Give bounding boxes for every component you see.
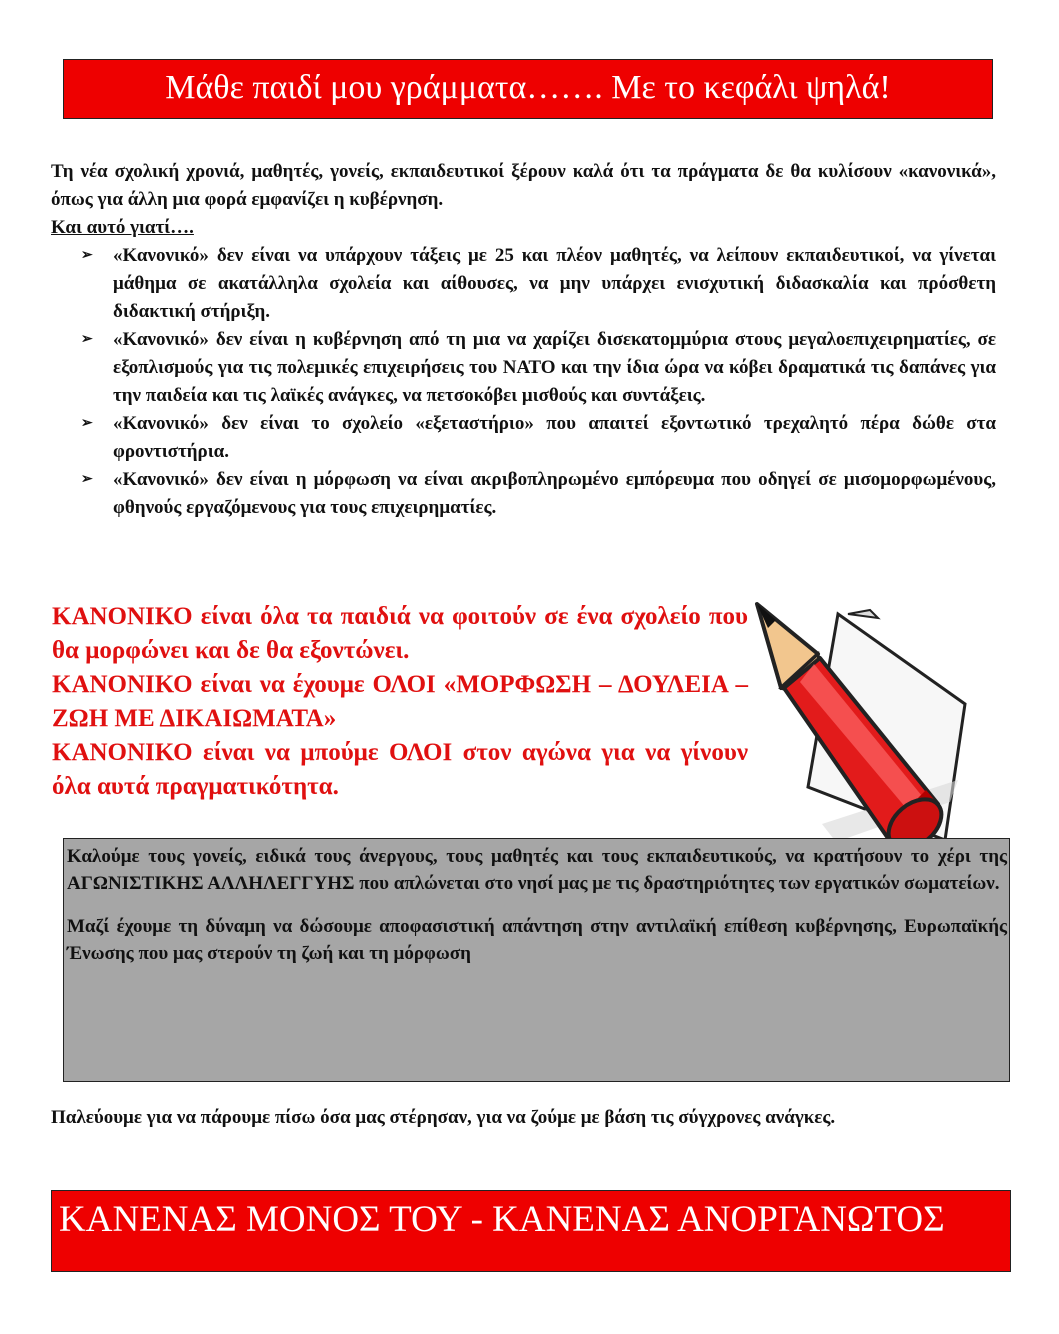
list-item <box>51 410 996 466</box>
call-to-action-box <box>63 838 1010 1082</box>
list-item <box>51 242 996 326</box>
arrow-bullet-icon: ➢ <box>81 472 93 487</box>
slogan-banner <box>51 1190 1011 1272</box>
intro-section <box>51 158 996 522</box>
list-item-text: «Κανονικό» δεν είναι η μόρφωση να είναι ακριβοπληρωμένο εμπόρευμα που οδηγεί σε μισομορφωμένους, φθηνούς εργαζόμενους για τους επιχειρηματίες. <box>113 469 996 518</box>
power-paragraph: Μαζί έχουμε τη δύναμη να δώσουμε αποφασιστική απάντηση στην αντιλαϊκή επίθεση κυβέρνησης, Ευρωπαϊκής Ένωσης που μας στερούν τη ζωή και τη μόρφωση <box>67 916 1007 964</box>
red-statements <box>52 600 748 804</box>
slogan-text: ΚΑΝΕΝΑΣ ΜΟΝΟΣ ΤΟΥ - ΚΑΝΕΝΑΣ ΑΝΟΡΓΑΝΩΤΟΣ <box>59 1199 945 1240</box>
arrow-bullet-icon: ➢ <box>81 248 93 263</box>
statement-struggle: ΚΑΝΟΝΙΚΟ είναι να μπούμε ΟΛΟΙ στον αγώνα για να γίνουν όλα αυτά πραγματικότητα. <box>52 739 748 800</box>
arrow-bullet-icon: ➢ <box>81 416 93 431</box>
list-item-text: «Κανονικό» δεν είναι να υπάρχουν τάξεις με 25 και πλέον μαθητές, να λείπουν εκπαιδευτικοί, να γίνεται μάθημα σε ακατάλληλα σχολεία και αίθουσες, να μην υπάρχει ενισχυτική διδασκαλία και πρόσθετη διδακτική στήριξη. <box>113 245 996 322</box>
page-title: Μάθε παιδί μου γράμματα……. Με το κεφάλι ψηλά! <box>165 69 891 106</box>
red-pencil-on-paper-icon <box>740 592 970 852</box>
reasons-list <box>51 242 996 522</box>
why-label: Και αυτό γιατί…. <box>51 217 194 238</box>
list-item-text: «Κανονικό» δεν είναι η κυβέρνηση από τη μια να χαρίζει δισεκατομμύρια στους μεγαλοεπιχειρηματίες, σε εξοπλισμούς για τις πολεμικές επιχειρήσεις του ΝΑΤΟ και την ίδια ώρα να κόβει δραματικά τις δαπάνες για την παιδεία και τις λαϊκές ανάγκες, να πετσοκόβει μισθούς και συντάξεις. <box>113 329 996 406</box>
intro-paragraph: Τη νέα σχολική χρονιά, μαθητές, γονείς, εκπαιδευτικοί ξέρουν καλά ότι τα πράγματα δε θα κυλίσουν «κανονικά», όπως για άλλη μια φορά εμφανίζει η κυβέρνηση. <box>51 161 996 210</box>
list-item <box>51 466 996 522</box>
list-item-text: «Κανονικό» δεν είναι το σχολείο «εξεταστήριο» που απαιτεί εξοντωτικό τρεχαλητό πέρα δώθε στα φροντιστήρια. <box>113 413 996 462</box>
statement-school: ΚΑΝΟΝΙΚΟ είναι όλα τα παιδιά να φοιτούν σε ένα σχολείο που θα μορφώνει και δε θα εξοντώνει. <box>52 603 748 664</box>
statement-education-work-life: ΚΑΝΟΝΙΚΟ είναι να έχουμε ΟΛΟΙ «ΜΟΡΦΩΣΗ – ΔΟΥΛΕΙΑ – ΖΩΗ ΜΕ ΔΙΚΑΙΩΜΑΤΑ» <box>52 671 748 732</box>
closing-text: Παλεύουμε για να πάρουμε πίσω όσα μας στέρησαν, για να ζούμε με βάση τις σύγχρονες ανάγκες. <box>51 1107 836 1128</box>
list-item <box>51 326 996 410</box>
arrow-bullet-icon: ➢ <box>81 332 93 347</box>
title-banner <box>63 59 993 119</box>
closing-section <box>51 1104 996 1132</box>
solidarity-paragraph: Καλούμε τους γονείς, ειδικά τους άνεργους, τους μαθητές και τους εκπαιδευτικούς, να κρατήσουν το χέρι της ΑΓΩΝΙΣΤΙΚΗΣ ΑΛΛΗΛΕΓΓΥΗΣ που απλώνεται στο νησί μας με τις δραστηριότητες των εργατικών σωματείων. <box>67 846 1007 894</box>
